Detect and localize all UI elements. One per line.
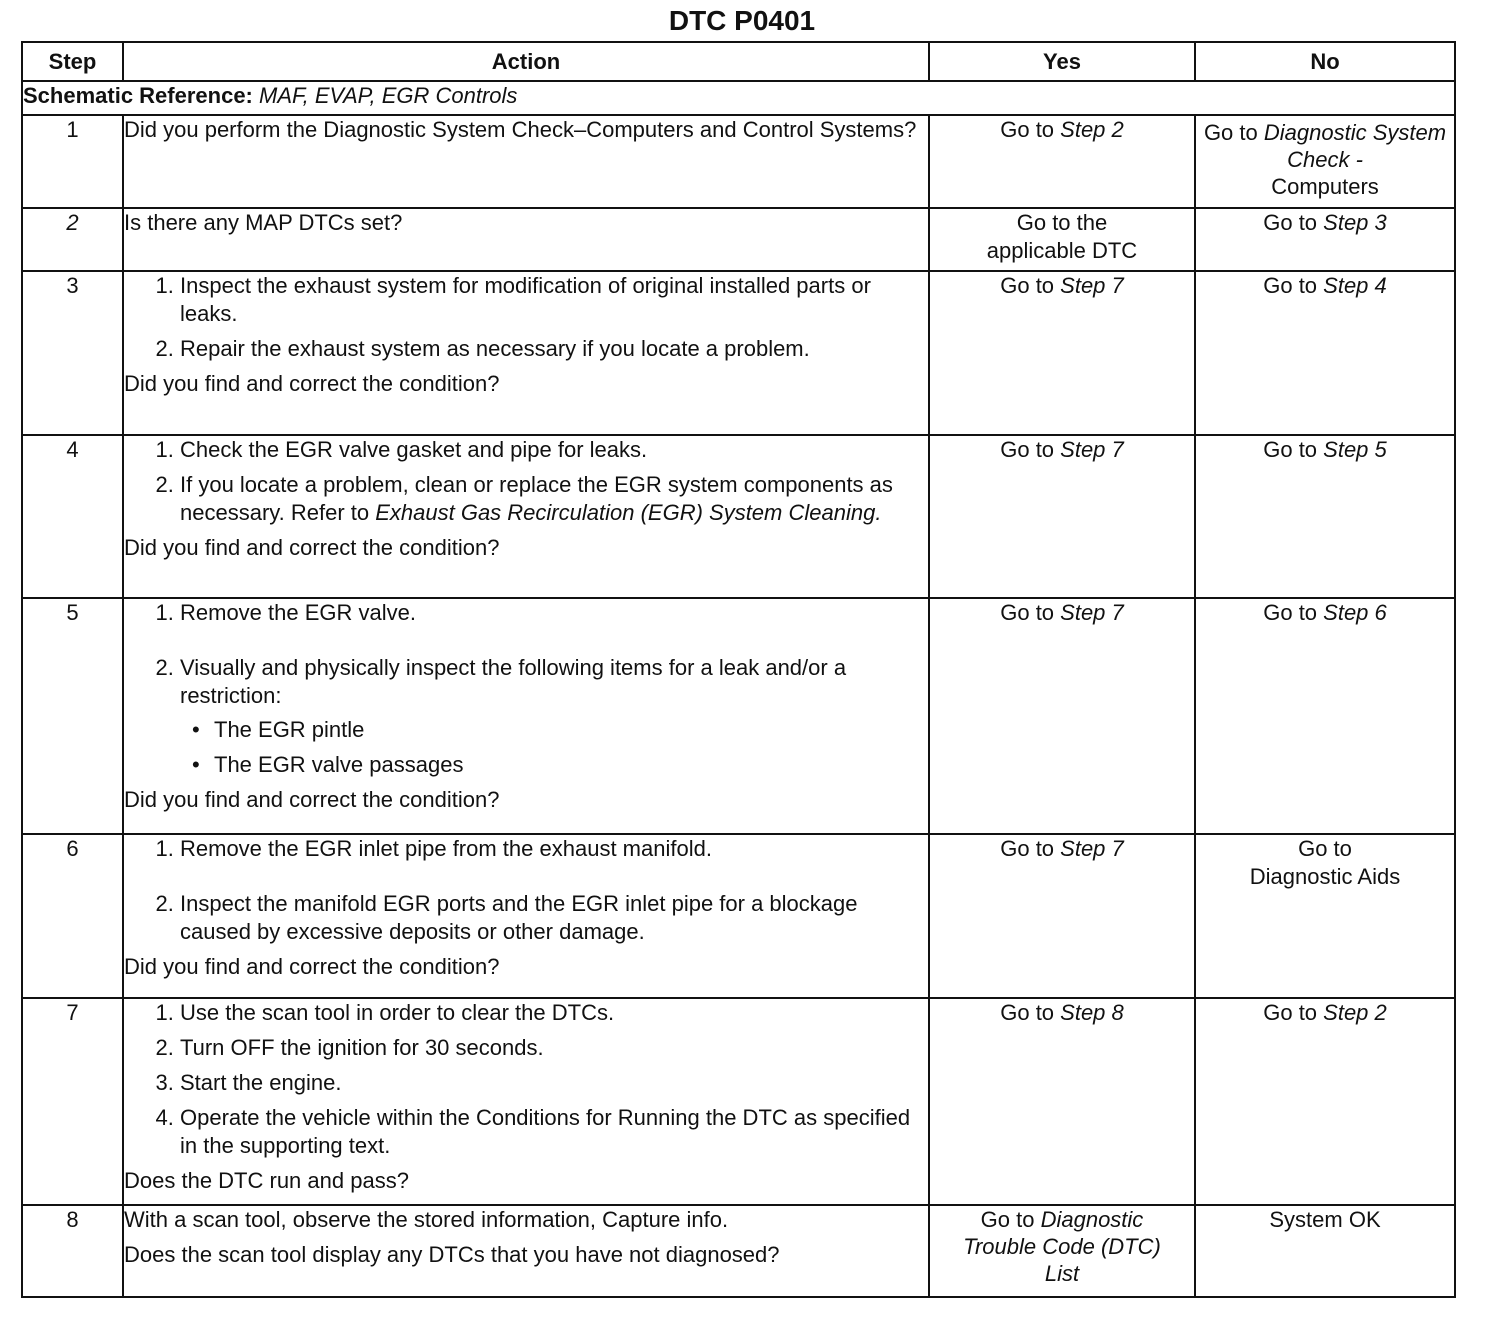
list-item: 2. Visually and physically inspect the following items for a leak and/or a restriction: • The EGR pintle • The EGR valve passages <box>180 654 928 779</box>
table-row <box>22 834 1455 998</box>
no-cell: Go to Diagnostic System Check - Computers <box>1195 115 1455 208</box>
no-step-ref: Diagnostic Aids <box>1249 864 1401 889</box>
yes-step-ref: Step 7 <box>1060 836 1124 861</box>
table-row <box>22 998 1455 1205</box>
no-cell: Go to Diagnostic Aids <box>1195 834 1455 998</box>
step-number: 5 <box>22 598 123 834</box>
yes-cell: Go to Step 7 <box>929 834 1195 998</box>
action-question: Does the scan tool display any DTCs that you have not diagnosed? <box>124 1242 780 1267</box>
bullet-item: • The EGR pintle <box>214 716 928 744</box>
table-row <box>22 271 1455 435</box>
yes-step-ref: Step 7 <box>1060 273 1124 298</box>
schematic-value: MAF, EVAP, EGR Controls <box>259 83 518 108</box>
header-no: No <box>1195 42 1455 81</box>
list-item: 2. If you locate a problem, clean or replace the EGR system components as necessary. Refer to Exhaust Gas Recirculation (EGR) System Cleaning. <box>180 471 928 527</box>
step-number: 7 <box>22 998 123 1205</box>
bullet-item: • The EGR valve passages <box>214 751 928 779</box>
no-step-ref: Step 2 <box>1323 1000 1387 1025</box>
action-cell <box>123 998 929 1205</box>
table-row <box>22 208 1455 271</box>
list-item: 3. Start the engine. <box>180 1069 928 1097</box>
no-cell: Go to Step 5 <box>1195 435 1455 598</box>
list-item: 1. Inspect the exhaust system for modification of original installed parts or leaks. <box>180 272 928 328</box>
action-instruction: With a scan tool, observe the stored information, Capture info. <box>124 1207 729 1232</box>
step-number: 2 <box>22 208 123 271</box>
no-cell: Go to Step 6 <box>1195 598 1455 834</box>
action-question: Did you find and correct the condition? <box>124 787 500 812</box>
procedure-ref: Exhaust Gas Recirculation (EGR) System Cleaning. <box>375 500 882 525</box>
header-action: Action <box>123 42 929 81</box>
no-step-ref: Diagnostic System Check - <box>1263 120 1447 172</box>
step-number: 3 <box>22 271 123 435</box>
yes-cell: Go to the applicable DTC <box>929 208 1195 271</box>
action-cell <box>123 598 929 834</box>
yes-step-ref: Diagnostic Trouble Code (DTC) List <box>963 1207 1161 1286</box>
table-row <box>22 435 1455 598</box>
action-cell <box>123 271 929 435</box>
no-step-ref: Step 6 <box>1323 600 1387 625</box>
page-title: DTC P0401 <box>668 5 816 36</box>
list-item: 2. Repair the exhaust system as necessary if you locate a problem. <box>180 335 928 363</box>
list-item: 2. Turn OFF the ignition for 30 seconds. <box>180 1034 928 1062</box>
no-cell: Go to Step 3 <box>1195 208 1455 271</box>
action-list <box>124 835 928 946</box>
yes-cell: Go to Step 7 <box>929 271 1195 435</box>
list-item: 1. Remove the EGR valve. <box>180 599 928 627</box>
yes-step-ref: Step 2 <box>1060 117 1124 142</box>
yes-cell: Go to Step 2 <box>929 115 1195 208</box>
action-question: Does the DTC run and pass? <box>124 1168 409 1193</box>
action-list <box>124 436 928 527</box>
action-list <box>124 999 928 1160</box>
diagnostic-table <box>21 41 1456 1298</box>
action-list <box>124 599 928 779</box>
no-cell: Go to Step 4 <box>1195 271 1455 435</box>
yes-cell: Go to Step 7 <box>929 435 1195 598</box>
no-step-ref: Step 5 <box>1323 437 1387 462</box>
action-question: Did you find and correct the condition? <box>124 371 500 396</box>
header-yes: Yes <box>929 42 1195 81</box>
action-question: Is there any MAP DTCs set? <box>124 210 403 235</box>
action-cell <box>123 208 929 271</box>
header-step: Step <box>22 42 123 81</box>
yes-step-ref: Step 8 <box>1060 1000 1124 1025</box>
step-number: 1 <box>22 115 123 208</box>
yes-step-ref: Step 7 <box>1060 437 1124 462</box>
list-item: 4. Operate the vehicle within the Conditions for Running the DTC as specified in the supporting text. <box>180 1104 928 1160</box>
no-cell: Go to Step 2 <box>1195 998 1455 1205</box>
schematic-reference <box>22 81 1455 115</box>
no-step-ref: Step 4 <box>1323 273 1387 298</box>
yes-cell: Go to Step 8 <box>929 998 1195 1205</box>
action-question: Did you find and correct the condition? <box>124 954 500 979</box>
list-item: 1. Check the EGR valve gasket and pipe for leaks. <box>180 436 928 464</box>
list-item: 2. Inspect the manifold EGR ports and the EGR inlet pipe for a blockage caused by excessive deposits or other damage. <box>180 890 928 946</box>
table-row <box>22 1205 1455 1297</box>
action-cell <box>123 435 929 598</box>
yes-step-ref: Step 7 <box>1060 600 1124 625</box>
table-row <box>22 598 1455 834</box>
list-item: 1. Use the scan tool in order to clear the DTCs. <box>180 999 928 1027</box>
action-cell <box>123 834 929 998</box>
bullet-list <box>180 716 928 779</box>
action-question: Did you perform the Diagnostic System Check–Computers and Control Systems? <box>124 117 917 142</box>
step-number: 6 <box>22 834 123 998</box>
yes-cell: Go to Step 7 <box>929 598 1195 834</box>
yes-cell: Go to Diagnostic Trouble Code (DTC) List <box>929 1205 1195 1297</box>
header-row <box>22 42 1455 81</box>
no-cell: System OK <box>1195 1205 1455 1297</box>
action-question: Did you find and correct the condition? <box>124 535 500 560</box>
step-number: 8 <box>22 1205 123 1297</box>
action-list <box>124 272 928 363</box>
step-number: 4 <box>22 435 123 598</box>
schematic-label: Schematic Reference: <box>23 83 253 108</box>
no-step-ref: Step 3 <box>1323 210 1387 235</box>
action-cell <box>123 1205 929 1297</box>
list-item: 1. Remove the EGR inlet pipe from the exhaust manifold. <box>180 835 928 863</box>
table-row <box>22 115 1455 208</box>
no-extra: Computers <box>1271 174 1379 199</box>
schematic-row <box>22 81 1455 115</box>
action-cell <box>123 115 929 208</box>
